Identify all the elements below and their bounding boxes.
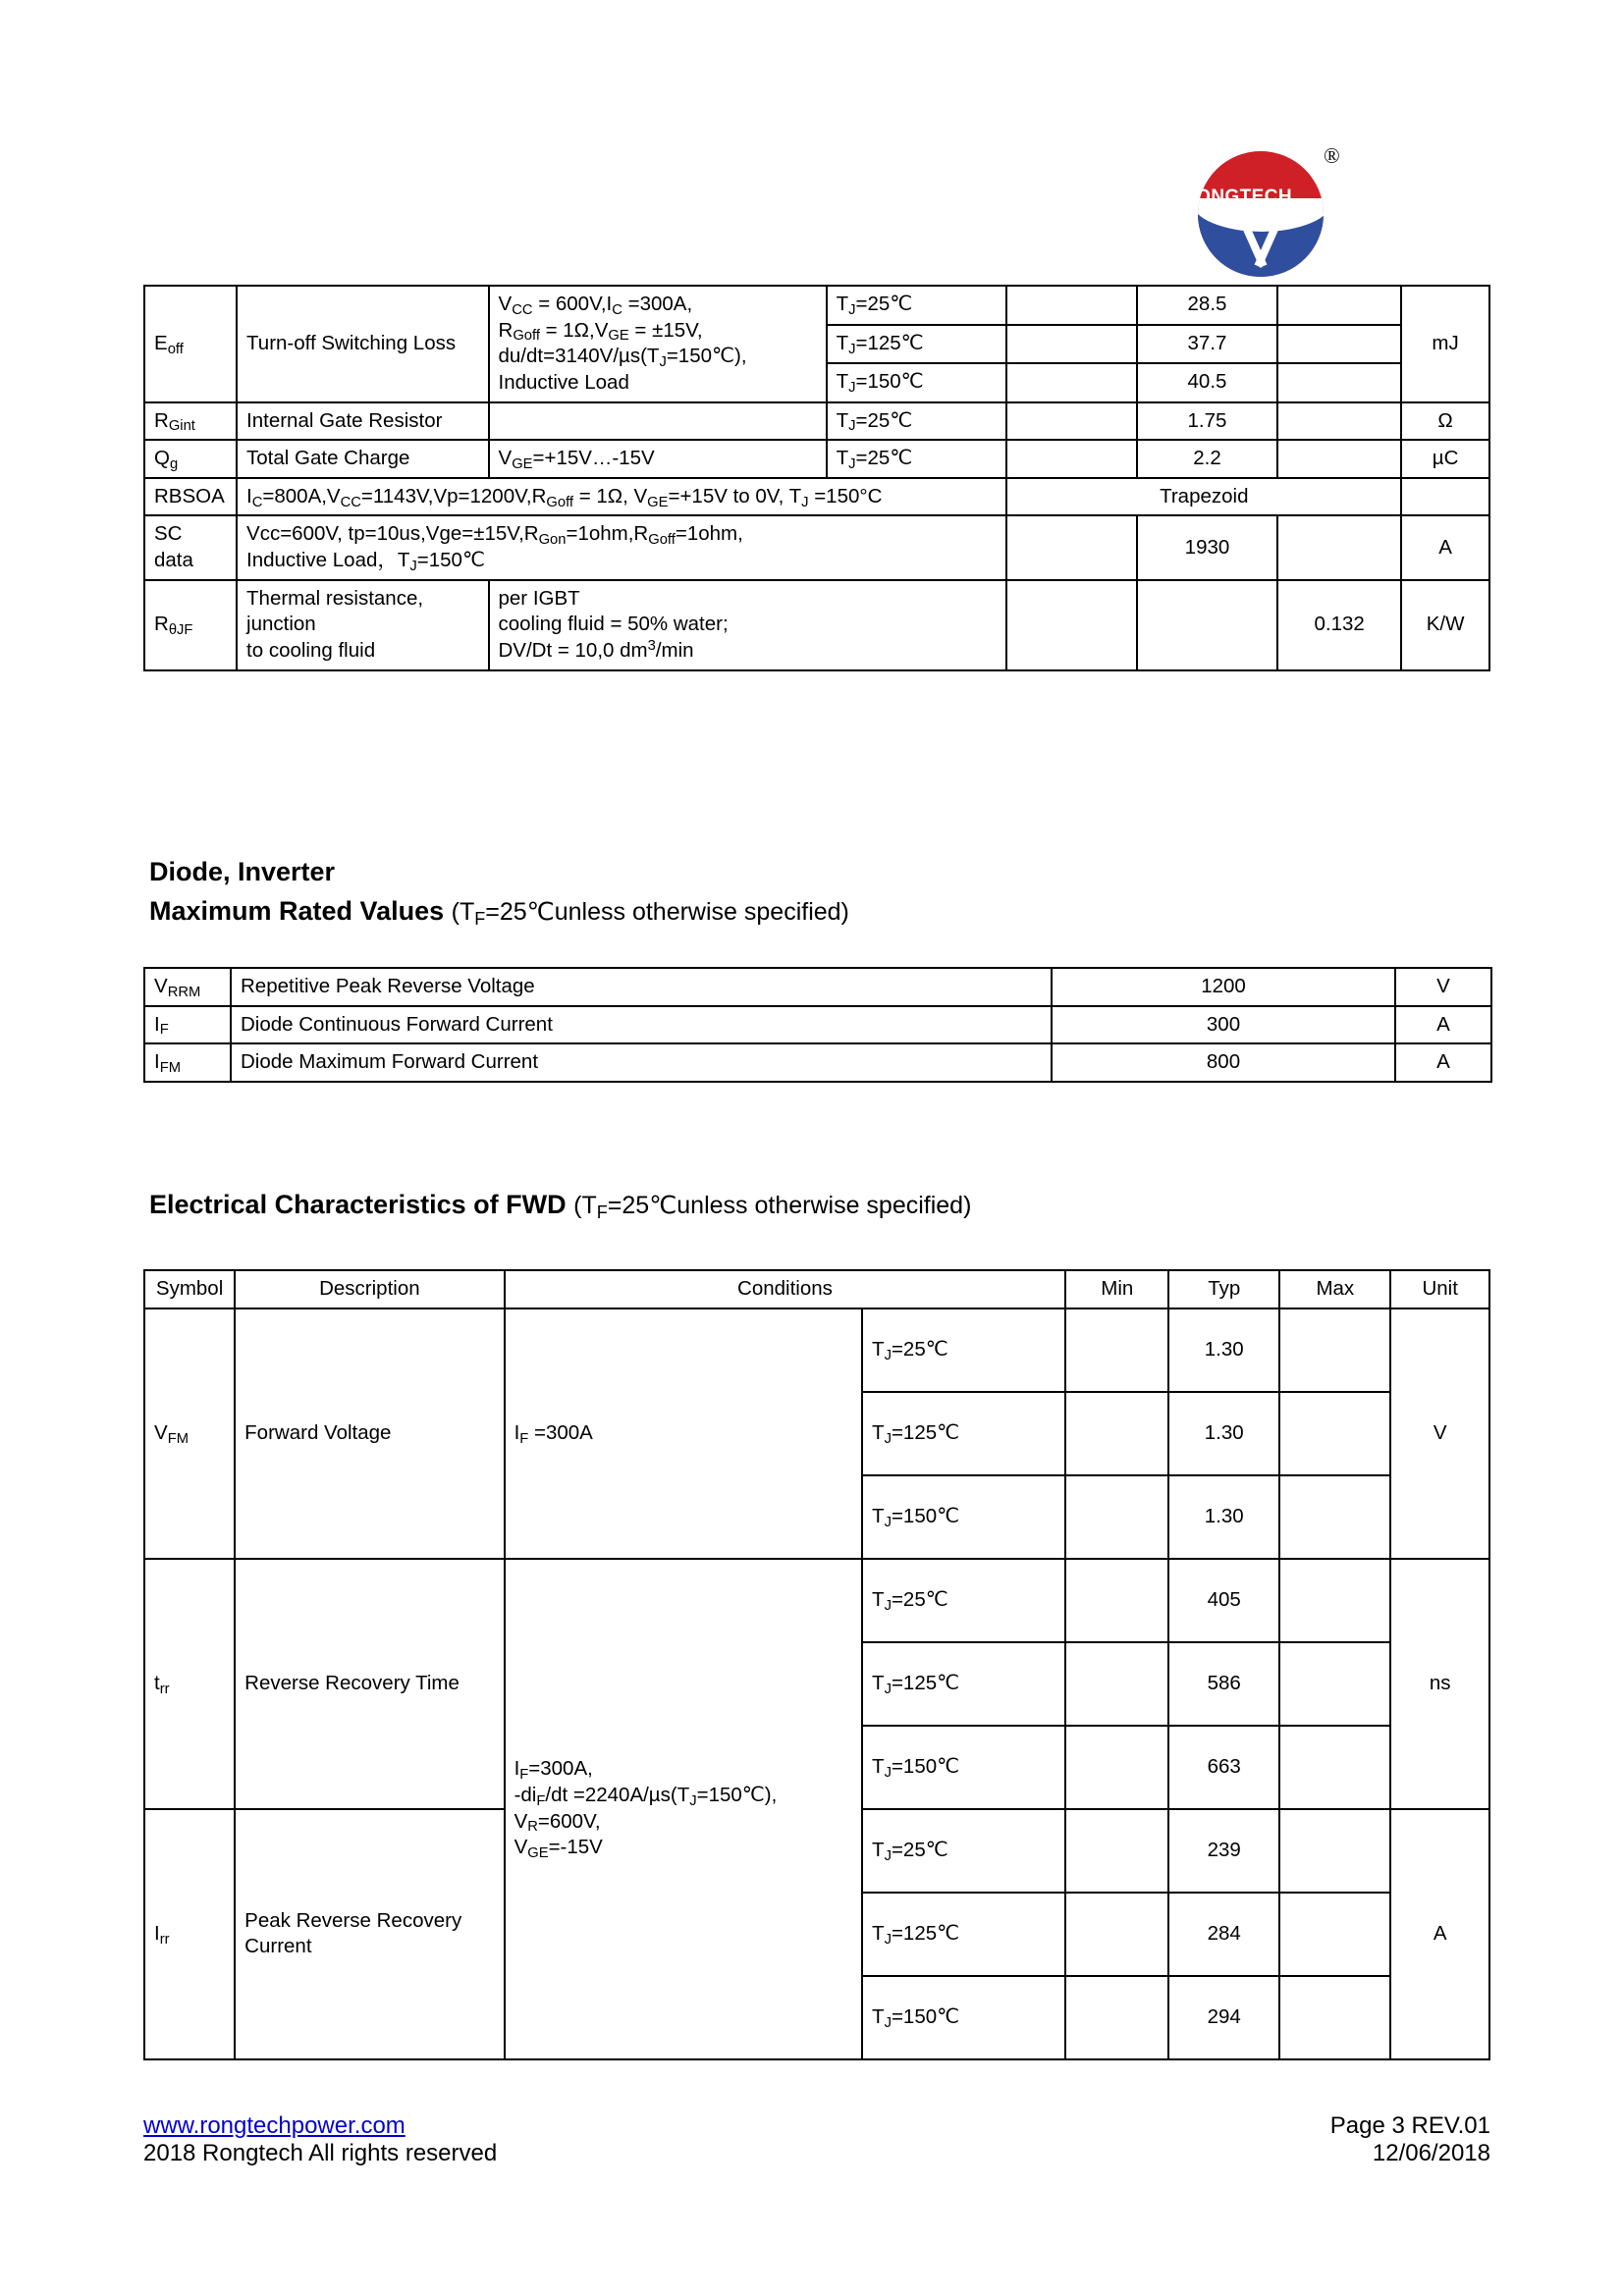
unit-cell: K/W	[1401, 580, 1489, 670]
conditions-cell	[489, 402, 827, 441]
min-cell	[1065, 1809, 1168, 1893]
description-cell	[237, 478, 1006, 516]
symbol-cell	[144, 968, 231, 1006]
sub: GE	[527, 1844, 549, 1861]
description-cell: Repetitive Peak Reverse Voltage	[231, 968, 1052, 1006]
unit-cell: A	[1395, 1006, 1491, 1044]
sub: F	[519, 1767, 529, 1784]
min-cell	[1065, 1559, 1168, 1642]
table-row	[144, 580, 1489, 670]
footer-bottom-row	[143, 2140, 1490, 2167]
symbol-cell	[144, 440, 237, 478]
symbol-cell	[144, 1308, 235, 1559]
column-header-conditions: Conditions	[505, 1270, 1066, 1308]
temperature-cell: $T_J=150℃$	[827, 363, 1007, 402]
subtitle-condition: ($T_F=25℃unless$ otherwise specified)	[451, 898, 849, 929]
sub: J	[848, 380, 856, 397]
column-header-symbol: Symbol	[144, 1270, 235, 1308]
description-cell: Diode Maximum Forward Current	[231, 1043, 1052, 1082]
condition-line: DV/Dt = 10,0 $dm^3/\min$	[498, 638, 694, 663]
table-row	[144, 286, 1489, 325]
unit-cell: A	[1401, 515, 1489, 579]
value-cell: 800	[1052, 1043, 1395, 1082]
unit-cell: Ω	[1401, 402, 1489, 441]
symbol-cell	[144, 1559, 235, 1809]
sub: J	[848, 455, 856, 472]
symbol-cell	[144, 1006, 231, 1044]
condition-line: $V_{GE}=-15V$	[514, 1836, 603, 1861]
condition-line: $V_{CC} = 600V,I_C =300A$,	[498, 293, 693, 318]
symbol-irr: $I_{rr}$	[154, 1921, 170, 1948]
sub: J	[801, 494, 809, 510]
revision-date: 12/06/2018	[1372, 2140, 1490, 2166]
description-cell: Turn-off Switching Loss	[237, 286, 488, 402]
temperature-cell: $T_J=25℃$	[827, 286, 1007, 325]
sub: J	[884, 1597, 892, 1614]
temperature-cell: $T_J=150℃$	[862, 1976, 1065, 2059]
symbol-if: $I_F$	[154, 1012, 169, 1039]
sub: CC	[512, 301, 533, 318]
min-cell	[1065, 1642, 1168, 1726]
temperature-cell: $T_J=25℃$	[862, 1559, 1065, 1642]
sub: J	[689, 1792, 697, 1809]
sub: J	[848, 302, 856, 319]
symbol-sub: F	[159, 1022, 169, 1039]
min-cell	[1065, 1976, 1168, 2059]
sub: F	[519, 1430, 529, 1447]
min-cell	[1006, 286, 1137, 325]
logo-wordmark: RONGTECH	[1182, 187, 1292, 207]
symbol-sub: rr	[159, 1681, 170, 1697]
symbol-rthjf: $R_{\theta JF}$	[154, 613, 193, 639]
typ-cell: 586	[1168, 1642, 1279, 1726]
condition-line: Inductive Load，$T_J=150℃$	[246, 549, 485, 574]
max-cell: 0.132	[1277, 580, 1401, 670]
typ-cell: 663	[1168, 1726, 1279, 1809]
temperature-cell: $T_J=125℃$	[862, 1893, 1065, 1976]
condition-line: Inductive Load	[498, 370, 629, 394]
temperature-cell: $T_J=125℃$	[862, 1392, 1065, 1475]
temperature-cell: $T_J=25℃$	[862, 1308, 1065, 1392]
conditions-cell	[489, 580, 1007, 670]
condition-line: $-di_F/dt$ $=2240A/\mu s(T_J=150℃)$,	[514, 1784, 778, 1809]
sub: J	[884, 1847, 892, 1864]
description-cell: Reverse Recovery Time	[235, 1559, 504, 1809]
sub: J	[659, 353, 667, 370]
typ-cell: 294	[1168, 1976, 1279, 2059]
temperature-cell: $T_J=125℃$	[862, 1642, 1065, 1726]
sub: J	[884, 1347, 892, 1363]
symbol-sub: FM	[159, 1059, 181, 1076]
max-cell	[1277, 363, 1401, 402]
sub: J	[848, 418, 856, 435]
min-cell	[1006, 363, 1137, 402]
sub: Goff	[513, 328, 540, 345]
description-cell: Peak Reverse Recovery Current	[235, 1809, 504, 2059]
sub: J	[884, 1764, 892, 1781]
min-cell	[1006, 515, 1137, 579]
sub: GE	[647, 494, 669, 510]
table-row	[144, 1308, 1489, 1392]
section-title-electrical-characteristics-fwd	[149, 1190, 971, 1220]
sub: Gon	[538, 532, 567, 549]
max-cell	[1279, 1308, 1390, 1392]
min-cell	[1065, 1893, 1168, 1976]
symbol-sub: Gint	[168, 418, 195, 435]
column-header-typ: Typ	[1168, 1270, 1279, 1308]
symbol-sub: rr	[159, 1931, 170, 1948]
condition-line: cooling fluid = 50% water;	[498, 613, 729, 636]
symbol-sub: FM	[167, 1430, 189, 1447]
unit-cell: mJ	[1401, 286, 1489, 402]
condition-line: $R_{Goff} = 1\Omega,V_{GE} = \pm 15V$,	[498, 318, 703, 345]
sub: J	[884, 1931, 892, 1948]
min-cell	[1065, 1726, 1168, 1809]
logo-circle-icon	[1198, 151, 1324, 277]
typ-cell: 37.7	[1137, 325, 1277, 364]
typ-cell: 28.5	[1137, 286, 1277, 325]
typ-cell: 405	[1168, 1559, 1279, 1642]
description-cell	[237, 580, 488, 670]
min-cell	[1006, 325, 1137, 364]
conditions-cell	[489, 286, 827, 402]
section-subtitle-maximum-rated-values	[149, 896, 849, 927]
value-cell: 300	[1052, 1006, 1395, 1044]
description-cell: Diode Continuous Forward Current	[231, 1006, 1052, 1044]
symbol-eoff: $E_{off}$	[154, 331, 184, 357]
fwd-title-bold: Electrical Characteristics of FWD	[149, 1190, 567, 1219]
condition-line: Vcc=600V, $tp=10us,Vge=\pm 15V,R_{Gon}=1ohm,R_{Goff}=1ohm$,	[246, 522, 743, 549]
sub: GE	[608, 328, 629, 345]
subtitle-bold: Maximum Rated Values	[149, 896, 445, 926]
temperature-cell: $T_J=125℃$	[827, 325, 1007, 364]
unit-cell	[1401, 478, 1489, 516]
description-cell: Forward Voltage	[235, 1308, 504, 1559]
typ-cell: 1.30	[1168, 1308, 1279, 1392]
unit-cell: ns	[1390, 1559, 1489, 1809]
max-cell	[1279, 1475, 1390, 1559]
sub: Goff	[546, 494, 574, 510]
symbol-cell	[144, 1809, 235, 2059]
description-line: to cooling fluid	[246, 639, 376, 663]
condition-line: $I_F=300A$,	[514, 1757, 593, 1784]
temperature-cell: $T_J=25℃$	[827, 440, 1007, 478]
symbol-trr: $t_{rr}$	[154, 1671, 170, 1697]
min-cell	[1065, 1392, 1168, 1475]
description-cell	[237, 515, 1006, 579]
conditions-cell: $V_{GE}=+15V\dots-15V$	[489, 440, 827, 478]
description-line: Thermal resistance, junction	[246, 586, 424, 636]
min-cell	[1006, 580, 1137, 670]
condition-line: per IGBT	[498, 586, 580, 610]
conditions-cell: $I_F =300A$	[505, 1308, 862, 1559]
fwd-title-condition: ($T_F=25℃unless$ otherwise specified)	[573, 1192, 972, 1222]
typ-cell: 40.5	[1137, 363, 1277, 402]
symbol-cell	[144, 402, 237, 441]
column-header-unit: Unit	[1390, 1270, 1489, 1308]
symbol-sub: off	[167, 341, 184, 357]
max-cell	[1277, 286, 1401, 325]
sub: C	[251, 494, 263, 510]
table-row	[144, 478, 1489, 516]
logo-v-mark-icon	[1227, 216, 1296, 273]
symbol-ifm: $I_{FM}$	[154, 1050, 181, 1076]
typ-cell: 2.2	[1137, 440, 1277, 478]
value-cell: Trapezoid	[1006, 478, 1401, 516]
unit-cell: A	[1390, 1809, 1489, 2059]
max-cell	[1279, 1392, 1390, 1475]
description-cell: Internal Gate Resistor	[237, 402, 488, 441]
symbol-cell	[144, 580, 237, 670]
rongtech-logo	[1174, 137, 1371, 255]
typ-cell: 284	[1168, 1893, 1279, 1976]
max-cell	[1279, 1726, 1390, 1809]
sub: F	[596, 1201, 608, 1222]
symbol-sub: RRM	[167, 984, 201, 1000]
max-cell	[1279, 1559, 1390, 1642]
typ-cell: 1.75	[1137, 402, 1277, 441]
symbol-vfm: $V_{FM}$	[154, 1420, 189, 1447]
sub: J	[884, 1430, 892, 1447]
typ-cell	[1137, 580, 1277, 670]
symbol-vrrm: $V_{RRM}$	[154, 975, 201, 1000]
table-row	[144, 1559, 1489, 1642]
symbol-rgint: $R_{Gint}$	[154, 408, 195, 435]
symbol-cell: RBSOA	[144, 478, 237, 516]
registered-trademark-icon: ®	[1324, 143, 1340, 168]
typ-cell: 1.30	[1168, 1392, 1279, 1475]
unit-cell: V	[1395, 968, 1491, 1006]
rbsoa-conditions: $I_C=800A,V_{CC}=1143V,Vp=1200V,R_{Goff} = 1\Omega$, $V_{GE}=+15V$ to 0V, $T_J =150^\circ C$	[246, 484, 883, 510]
max-cell	[1279, 1809, 1390, 1893]
value-cell: 1200	[1052, 968, 1395, 1006]
fwd-electrical-characteristics-table	[143, 1269, 1490, 2060]
temperature-cell: $T_J=150℃$	[862, 1475, 1065, 1559]
sub: CC	[340, 494, 361, 510]
sub: J	[884, 1514, 892, 1530]
max-cell	[1279, 1893, 1390, 1976]
sub: Goff	[648, 532, 676, 549]
shared-conditions-cell	[505, 1559, 862, 2059]
table-row	[144, 402, 1489, 441]
max-cell	[1277, 325, 1401, 364]
table-row	[144, 515, 1489, 579]
sub: C	[612, 301, 622, 318]
unit-cell: µC	[1401, 440, 1489, 478]
section-title-diode-inverter: Diode, Inverter	[149, 857, 336, 886]
column-header-min: Min	[1065, 1270, 1168, 1308]
column-header-description: Description	[235, 1270, 504, 1308]
max-cell	[1279, 1642, 1390, 1726]
table-row	[144, 1043, 1491, 1082]
sub: J	[884, 1681, 892, 1697]
condition-line: $V_R=600V$,	[514, 1809, 601, 1836]
table-header-row	[144, 1270, 1489, 1308]
min-cell	[1065, 1308, 1168, 1392]
footer-top-row	[143, 2112, 1490, 2140]
min-cell	[1006, 402, 1137, 441]
column-header-max: Max	[1279, 1270, 1390, 1308]
max-cell	[1277, 402, 1401, 441]
sub: J	[409, 558, 417, 574]
max-cell	[1277, 515, 1401, 579]
typ-cell: 1.30	[1168, 1475, 1279, 1559]
max-cell	[1279, 1976, 1390, 2059]
temperature-cell: $T_J=25℃$	[862, 1809, 1065, 1893]
unit-cell: A	[1395, 1043, 1491, 1082]
sub: GE	[512, 455, 533, 472]
symbol-sub: θJF	[168, 622, 193, 639]
sub: J	[848, 341, 856, 357]
diode-maximum-rated-values-table	[143, 967, 1492, 1083]
min-cell	[1006, 440, 1137, 478]
page-footer	[143, 2112, 1490, 2167]
sup: 3	[647, 638, 656, 655]
max-cell	[1277, 440, 1401, 478]
temperature-cell: $T_J=150℃$	[862, 1726, 1065, 1809]
symbol-cell	[144, 1043, 231, 1082]
symbol-cell: SC data	[144, 515, 237, 579]
table-row	[144, 1006, 1491, 1044]
condition-line: $du/dt=3140V/\mu s(T_J=150℃)$,	[498, 345, 747, 370]
copyright-text: 2018 Rongtech All rights reserved	[143, 2140, 498, 2166]
unit-cell: V	[1390, 1308, 1489, 1559]
symbol-qg: $Q_g$	[154, 447, 179, 472]
sub: J	[884, 2014, 892, 2031]
table-row	[144, 968, 1491, 1006]
website-link[interactable]: www.rongtechpower.com	[143, 2112, 406, 2139]
sub: F	[536, 1792, 546, 1809]
description-cell: Total Gate Charge	[237, 440, 488, 478]
sub: R	[527, 1819, 538, 1836]
igbt-switching-characteristics-table	[143, 285, 1490, 671]
symbol-cell	[144, 286, 237, 402]
page-number: Page 3 REV.01	[1329, 2112, 1490, 2139]
table-row	[144, 440, 1489, 478]
typ-cell: 239	[1168, 1809, 1279, 1893]
sub: F	[474, 908, 486, 929]
typ-cell: 1930	[1137, 515, 1277, 579]
symbol-sub: g	[169, 455, 179, 472]
min-cell	[1065, 1475, 1168, 1559]
temperature-cell: $T_J=25℃$	[827, 402, 1007, 441]
